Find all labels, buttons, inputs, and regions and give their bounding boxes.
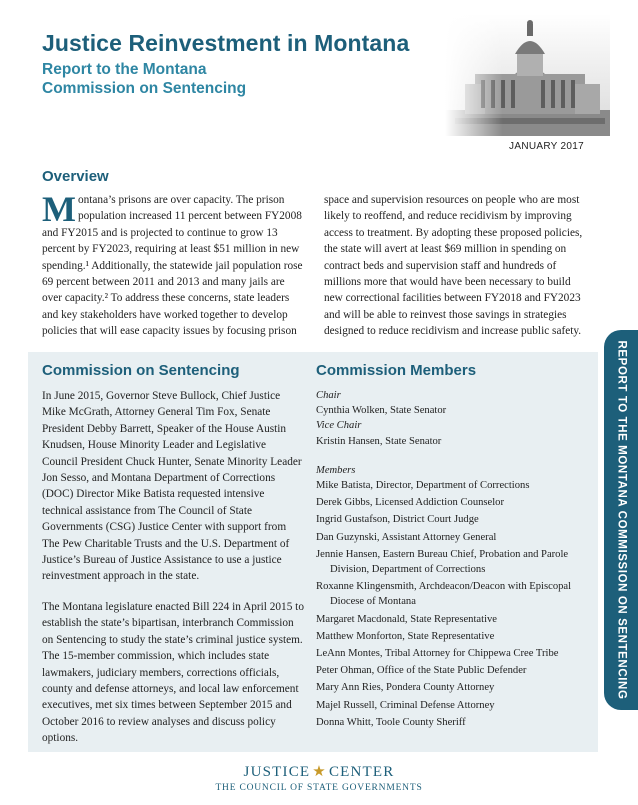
capitol-building-image (445, 14, 610, 136)
page-title: Justice Reinvestment in Montana (42, 30, 410, 56)
member-row (316, 646, 596, 661)
overview-heading: Overview (42, 168, 109, 185)
member-line: Peter Ohman, Office of the State Public Defender (316, 665, 527, 677)
member-row (316, 612, 596, 627)
member-row (316, 715, 596, 730)
member-line: LeAnn Montes, Tribal Attorney for Chippewa Cree Tribe (316, 648, 559, 660)
commission-paragraph-1: In June 2015, Governor Steve Bullock, Chief Justice Mike McGrath, Attorney General Tim Fox, Senate President Debby Barrett, Speaker of the House Austin Knudsen, House Minority Leader and Legislative Council President Chuck Hunter, Senate Minority Leader Jon Sesso, and Montana Department of Corrections (DOC) Director Mike Batista requested intensive technical assistance from The Council of State Governments (CSG) Justice Center with support from The Pew Charitable Trusts and the U.S. Department of Justice’s Bureau of Justice Assistance to use a justice reinvestment approach in the state. (42, 390, 302, 583)
overview-column-1 (42, 189, 304, 340)
footer-logo (0, 762, 638, 802)
member-rows (316, 478, 596, 730)
member-row (316, 629, 596, 644)
commission-text (42, 388, 304, 761)
logo-right-text: CENTER (328, 764, 395, 780)
members-list (316, 388, 596, 732)
members-label: Members (316, 464, 356, 476)
report-date: JANUARY 2017 (509, 141, 584, 152)
overview-column-2: space and supervision resources on people who are most likely to reoffend, and reduce recidivism by improving access to treatment. By adopting these proposed policies, the state will avert at least $69 million in spending on contract beds and supervision staff and hundreds of millions more that would have been necessary to build new correctional facilities between FY2018 and FY2023 and will be able to reinvest those savings in strategies designed to reduce recidivism and increase public safety. (324, 194, 583, 338)
vice-chair-label: Vice Chair (316, 420, 362, 432)
member-line: Jennie Hansen, Eastern Bureau Chief, Probation and Parole (316, 548, 569, 560)
member-line: Derek Gibbs, Licensed Addiction Counselor (316, 497, 505, 509)
drop-cap: M (42, 189, 76, 229)
member-line: Margaret Macdonald, State Representative (316, 613, 498, 625)
side-tab-label: REPORT TO THE MONTANA COMMISSION ON SENTENCING (615, 340, 628, 700)
member-line: Majel Russell, Criminal Defense Attorney (316, 699, 495, 711)
justice-center-logo (0, 762, 638, 781)
member-row (316, 698, 596, 713)
member-line: Mike Batista, Director, Department of Corrections (316, 480, 530, 492)
member-line: Ingrid Gustafson, District Court Judge (316, 514, 479, 526)
commission-paragraph-2: The Montana legislature enacted Bill 224 in April 2015 to establish the state’s bipartisan, interbranch Commission on Sentencing to study the state’s criminal justice system. The 15-member commission, which includes state lawmakers, judiciary members, corrections officials, county and defense attorneys, and local law enforcement executives, met six times between September 2015 and October 2016 to review analyses and discuss policy options. (42, 600, 304, 745)
side-tab-label-wrap (604, 330, 638, 710)
members-heading: Commission Members (316, 362, 477, 379)
member-row (316, 478, 596, 493)
logo-left-text: JUSTICE (243, 764, 311, 780)
header (0, 14, 638, 136)
member-line: Dan Guzynski, Assistant Attorney General (316, 531, 497, 543)
member-row (316, 663, 596, 678)
member-line: Matthew Monforton, State Representative (316, 630, 495, 642)
star-icon: ★ (312, 764, 327, 780)
member-row (316, 495, 596, 510)
member-row (316, 512, 596, 527)
chair-label: Chair (316, 390, 341, 401)
member-row (316, 680, 596, 695)
logo-subtitle: THE COUNCIL OF STATE GOVERNMENTS (215, 783, 423, 793)
commission-heading: Commission on Sentencing (42, 362, 240, 379)
vice-chair-name: Kristin Hansen, State Senator (316, 435, 442, 447)
page-subtitle: Report to the Montana Commission on Sentencing (42, 61, 247, 97)
member-row (316, 547, 596, 577)
member-line: Donna Whitt, Toole County Sheriff (316, 716, 466, 728)
member-row (316, 530, 596, 545)
member-line: Mary Ann Ries, Pondera County Attorney (316, 682, 495, 694)
overview-text-1: ontana’s prisons are over capacity. The prison population increased 11 percent between FY2008 and FY2015 and is projected to continue to grow 13 percent by FY2023, requiring at least $51 million in new spending.¹ Additionally, the statewide jail population rose 69 percent between 2011 and 2013 and many jails are over capacity.² To address these concerns, state leaders and key stakeholders have worked together to develop policies that will ease capacity issues by focusing prison (42, 194, 303, 338)
member-line-continued: Diocese of Montana (330, 596, 416, 608)
member-row (316, 579, 596, 609)
member-line: Roxanne Klingensmith, Archdeacon/Deacon with Episcopal (316, 581, 572, 593)
member-line-continued: Division, Department of Corrections (330, 564, 486, 576)
chair-name: Cynthia Wolken, State Senator (316, 405, 447, 417)
